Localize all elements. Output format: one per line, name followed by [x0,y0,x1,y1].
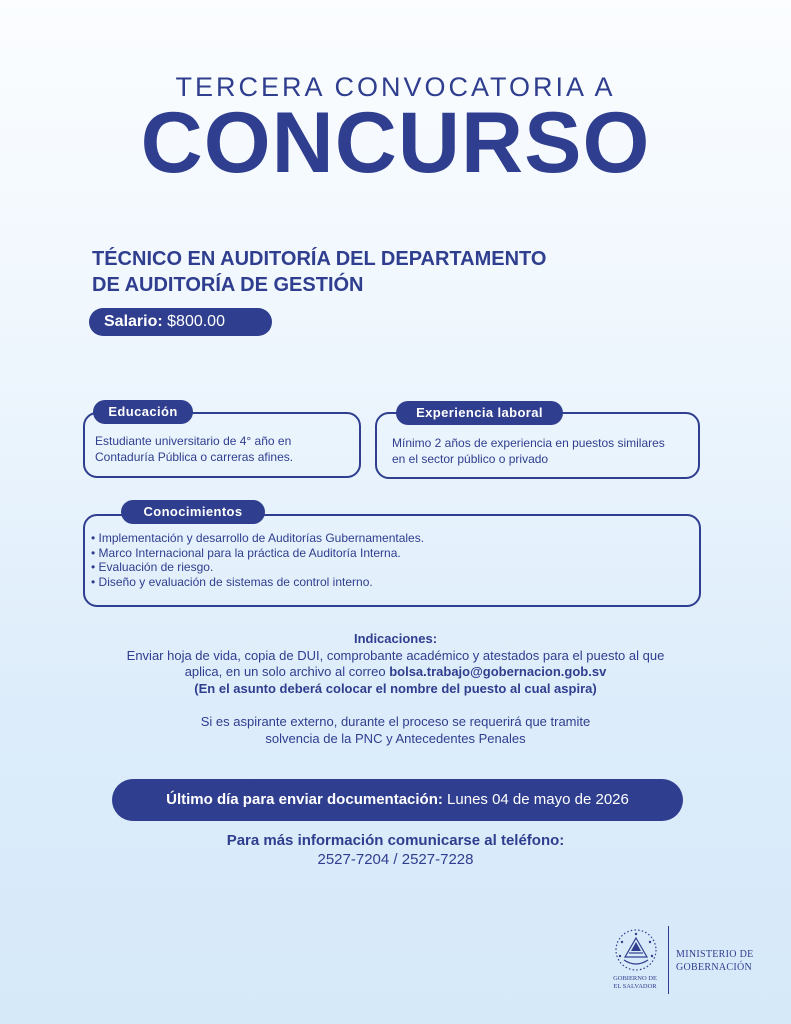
external-applicant-note [100,714,691,747]
instructions-line1: Enviar hoja de vida, copia de DUI, comprobante académico y atestados para el puesto al que [126,647,665,663]
deadline-banner [112,779,683,821]
education-text-line1: Estudiante universitario de 4° año en [95,434,292,448]
email-link[interactable]: bolsa.trabajo@gobernacion.gob.sv [389,664,607,679]
list-item: • Evaluación de riesgo. [91,560,691,575]
knowledge-label: Conocimientos [121,500,265,524]
instructions-line2 [60,664,731,681]
external-note-line2: solvencia de la PNC y Antecedentes Penales [265,730,526,746]
salary-badge [89,308,272,336]
logo-divider [668,926,669,994]
position-title-line1: TÉCNICO EN AUDITORÍA DEL DEPARTAMENTO [92,248,547,270]
experience-text-line2: en el sector público o privado [392,452,549,466]
position-title [92,246,652,298]
page-title: CONCURSO [140,95,651,191]
instructions-heading: Indicaciones: [353,631,438,646]
list-item: • Implementación y desarrollo de Auditorías Gubernamentales. [91,531,691,546]
experience-text [392,435,697,467]
education-label: Educación [93,400,193,424]
contact-info [0,831,791,869]
salary-label: Salario: [104,313,163,330]
instructions [60,631,731,697]
experience-text-line1: Mínimo 2 años de experiencia en puestos similares [392,436,665,450]
education-text-line2: Contaduría Pública o carreras afines. [95,450,294,464]
deadline-label: Último día para enviar documentación: [166,791,443,808]
salary-value: $800.00 [167,313,225,330]
instructions-subject-note: (En el asunto deberá colocar el nombre del puesto al cual aspira) [194,680,597,696]
experience-label: Experiencia laboral [396,401,563,425]
list-item: • Diseño y evaluación de sistemas de control interno. [91,575,691,590]
ministry-logo [606,926,776,996]
deadline-date: Lunes 04 de mayo de 2026 [447,791,629,808]
list-item: • Marco Internacional para la práctica de Auditoría Interna. [91,546,691,561]
position-title-line2: DE AUDITORÍA DE GESTIÓN [92,274,364,296]
instructions-line2-prefix: aplica, en un solo archivo al correo [184,664,386,679]
ministry-line2: GOBERNACIÓN [676,962,753,973]
gov-line2: EL SALVADOR [613,982,657,990]
education-text [95,433,355,465]
ministry-wordmark [676,948,776,974]
knowledge-list [91,531,691,589]
ministry-line1: MINISTERIO DE [676,949,754,960]
subtitle: TERCERA CONVOCATORIA A [175,72,616,102]
contact-heading: Para más información comunicarse al teléfono: [226,832,565,849]
coat-of-arms-icon [610,926,662,978]
contact-phones[interactable]: 2527-7204 / 2527-7228 [317,851,474,868]
gov-line1: GOBIERNO DE [613,975,657,982]
government-wordmark [606,975,664,990]
external-note-line1: Si es aspirante externo, durante el proceso se requerirá que tramite [200,714,591,729]
